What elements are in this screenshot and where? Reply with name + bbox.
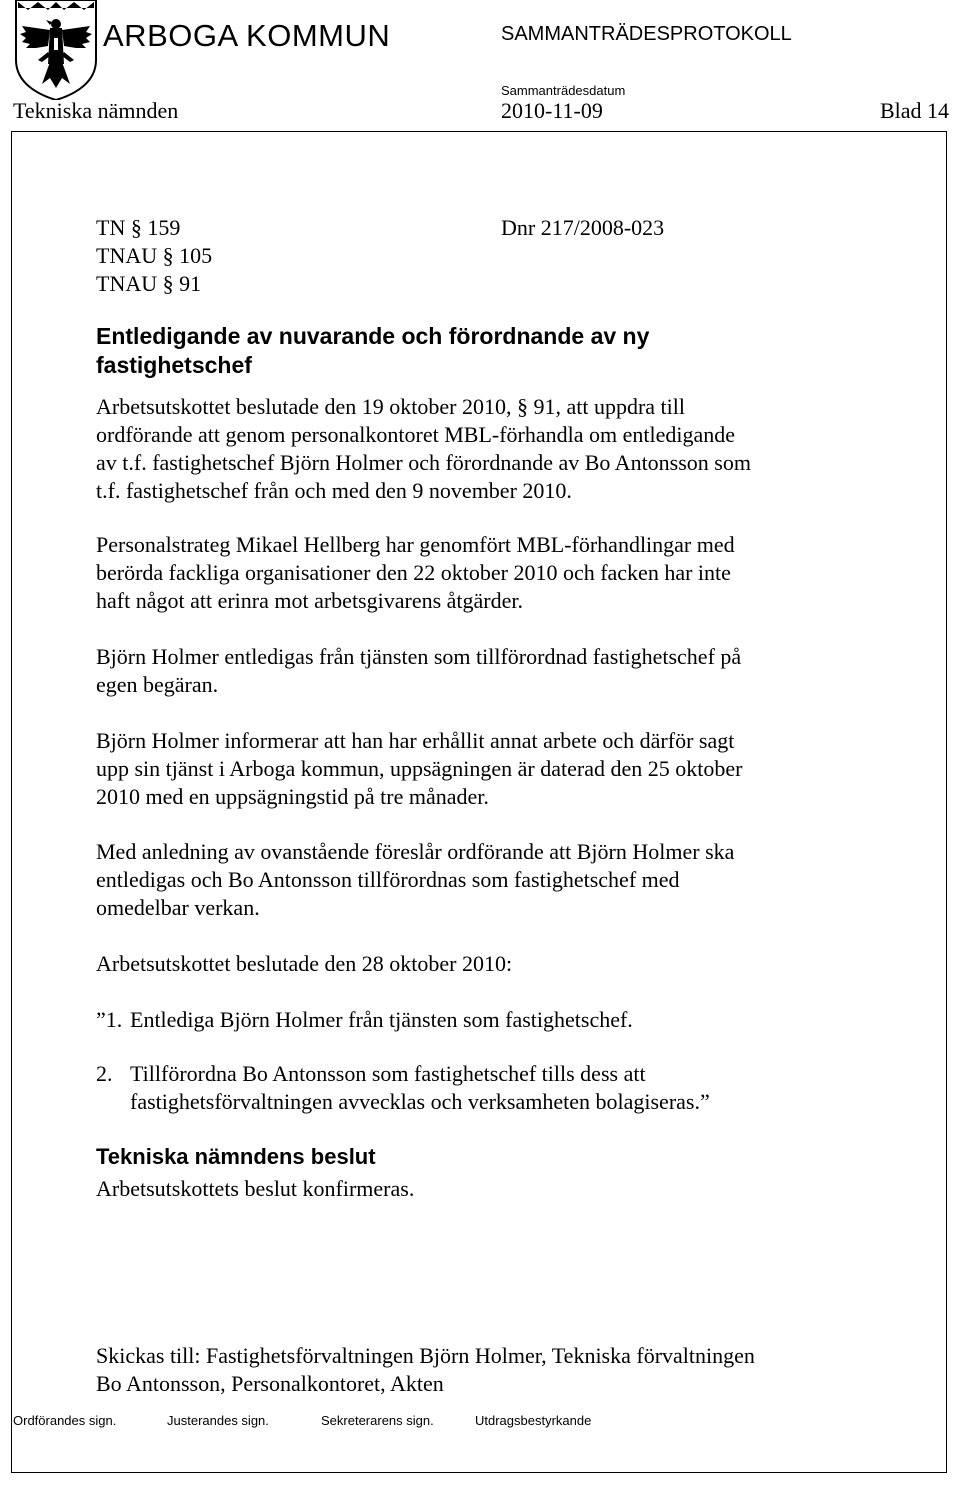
reference-tnau-91: TNAU § 91	[96, 271, 202, 296]
paragraph-line: Personalstrateg Mikael Hellberg har genomfört MBL-förhandlingar med	[96, 532, 735, 557]
decision-item-2-line-2: fastighetsförvaltningen avvecklas och verksamheten bolagiseras.”	[130, 1089, 710, 1114]
paragraph-line: Björn Holmer entledigas från tjänsten som tillförordnad fastighetschef på	[96, 644, 742, 669]
paragraph-line: Med anledning av ovanstående föreslår ordförande att Björn Holmer ska	[96, 839, 735, 864]
paragraph-line: av t.f. fastighetschef Björn Holmer och förordnande av Bo Antonsson som	[96, 450, 751, 475]
adjuster-signature-label: Justerandes sign.	[167, 1413, 269, 1428]
paragraph-negotiation	[96, 531, 735, 615]
paragraph-line: omedelbar verkan.	[96, 895, 260, 920]
paragraph-new-job	[96, 727, 742, 811]
decision-text: Arbetsutskottets beslut konfirmeras.	[96, 1176, 415, 1201]
decision-item-1-text: Entlediga Björn Holmer från tjänsten som fastighetschef.	[130, 1007, 633, 1032]
distribution-line-2: Bo Antonsson, Personalkontoret, Akten	[96, 1371, 444, 1396]
page-number: Blad 14	[880, 98, 950, 123]
paragraph-line: upp sin tjänst i Arboga kommun, uppsägningen är daterad den 25 oktober	[96, 756, 743, 781]
diary-number: Dnr 217/2008-023	[501, 215, 665, 240]
meeting-date: 2010-11-09	[501, 98, 603, 123]
chair-signature-label: Ordförandes sign.	[13, 1413, 117, 1428]
committee-decision-intro: Arbetsutskottet beslutade den 28 oktober 2010:	[96, 951, 513, 976]
secretary-signature-label: Sekreterarens sign.	[321, 1413, 434, 1428]
paragraph-line: berörda fackliga organisationer den 22 oktober 2010 och facken har inte	[96, 560, 731, 585]
reference-tn: TN § 159	[96, 215, 181, 240]
paragraph-resignation	[96, 643, 741, 699]
reference-list	[96, 214, 212, 298]
decision-heading: Tekniska nämndens beslut	[96, 1144, 376, 1169]
decision-item-2-text	[130, 1060, 710, 1116]
municipality-name: ARBOGA KOMMUN	[103, 18, 391, 53]
section-heading-line-1: Entledigande av nuvarande och förordnande av ny	[96, 323, 650, 349]
section-heading	[96, 322, 649, 380]
paragraph-line: Arbetsutskottet beslutade den 19 oktober 2010, § 91, att uppdra till	[96, 394, 686, 419]
date-label: Sammanträdesdatum	[501, 83, 626, 98]
decision-item-2-line-1: Tillförordna Bo Antonsson som fastighetschef tills dess att	[130, 1061, 646, 1086]
distribution-line-1: Skickas till: Fastighetsförvaltningen Björn Holmer, Tekniska förvaltningen	[96, 1343, 755, 1368]
paragraph-line: egen begäran.	[96, 672, 219, 697]
paragraph-line: ordförande att genom personalkontoret MBL-förhandla om entledigande	[96, 422, 736, 447]
paragraph-background	[96, 393, 751, 505]
distribution-list	[96, 1342, 755, 1398]
committee-name: Tekniska nämnden	[13, 98, 179, 123]
section-heading-line-2: fastighetschef	[96, 352, 252, 378]
paragraph-line: entledigas och Bo Antonsson tillförordnas som fastighetschef med	[96, 867, 680, 892]
extract-certification-label: Utdragsbestyrkande	[475, 1413, 592, 1428]
paragraph-proposal	[96, 838, 734, 922]
paragraph-line: haft något att erinra mot arbetsgivarens åtgärder.	[96, 588, 523, 613]
paragraph-line: 2010 med en uppsägningstid på tre månader.	[96, 784, 489, 809]
reference-tnau-105: TNAU § 105	[96, 243, 213, 268]
paragraph-line: Björn Holmer informerar att han har erhållit annat arbete och därför sagt	[96, 728, 735, 753]
paragraph-line: t.f. fastighetschef från och med den 9 november 2010.	[96, 478, 572, 503]
decision-item-1-number: ”1.	[96, 1007, 123, 1032]
document-type: SAMMANTRÄDESPROTOKOLL	[501, 23, 792, 45]
decision-item-2-number: 2.	[96, 1061, 113, 1086]
coat-of-arms-logo	[14, 0, 98, 100]
